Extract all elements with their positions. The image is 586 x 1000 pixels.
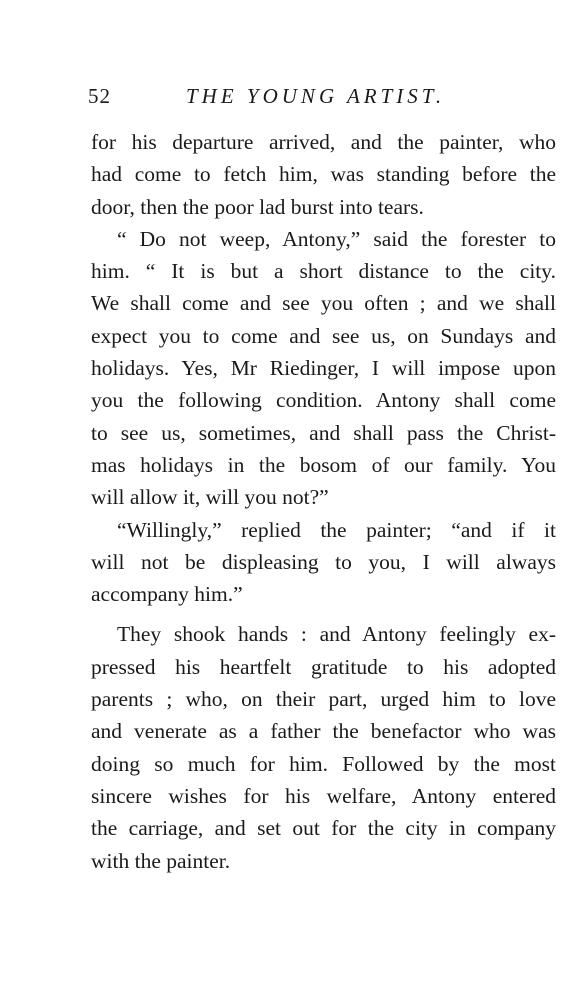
text-line: will not be displeasing to you, I will always bbox=[91, 549, 556, 574]
text-line: to see us, sometimes, and shall pass the Christ- bbox=[91, 420, 556, 445]
paragraph-3 bbox=[91, 514, 556, 611]
text-line: sincere wishes for his welfare, Antony entered bbox=[91, 783, 556, 808]
text-line: accompany him.” bbox=[91, 582, 243, 607]
running-title: THE YOUNG ARTIST. bbox=[186, 84, 446, 108]
text-line: the carriage, and set out for the city in company bbox=[91, 816, 556, 841]
text-line: expect you to come and see us, on Sundays and bbox=[91, 323, 556, 348]
text-line: mas holidays in the bosom of our family. You bbox=[91, 452, 556, 477]
text-line: had come to fetch him, was standing before the bbox=[91, 162, 556, 187]
text-line: door, then the poor lad burst into tears. bbox=[91, 194, 424, 219]
text-line: holidays. Yes, Mr Riedinger, I will impose upon bbox=[91, 356, 556, 381]
text-line: will allow it, will you not?” bbox=[91, 485, 329, 510]
text-line: and venerate as a father the benefactor who was bbox=[91, 719, 556, 744]
page-header bbox=[88, 84, 468, 114]
text-line: with the painter. bbox=[91, 848, 231, 873]
paragraph-1 bbox=[91, 126, 556, 223]
paragraph-4 bbox=[91, 618, 556, 876]
text-line: you the following condition. Antony shall come bbox=[91, 388, 556, 413]
body-text bbox=[91, 126, 556, 877]
text-line: pressed his heartfelt gratitude to his adopted bbox=[91, 654, 556, 679]
page-number: 52 bbox=[88, 84, 111, 108]
text-line: “Willingly,” replied the painter; “and if it bbox=[117, 517, 556, 542]
text-line: They shook hands : and Antony feelingly ex- bbox=[117, 622, 556, 647]
text-line: him. “ It is but a short distance to the city. bbox=[91, 259, 556, 284]
text-line: doing so much for him. Followed by the most bbox=[91, 751, 556, 776]
text-line: We shall come and see you often ; and we shall bbox=[91, 291, 556, 316]
text-line: parents ; who, on their part, urged him to love bbox=[91, 687, 556, 712]
paragraph-gap bbox=[91, 610, 556, 618]
text-line: for his departure arrived, and the painter, who bbox=[91, 130, 556, 154]
paragraph-2 bbox=[91, 223, 556, 514]
text-line: “ Do not weep, Antony,” said the forester to bbox=[117, 226, 556, 251]
